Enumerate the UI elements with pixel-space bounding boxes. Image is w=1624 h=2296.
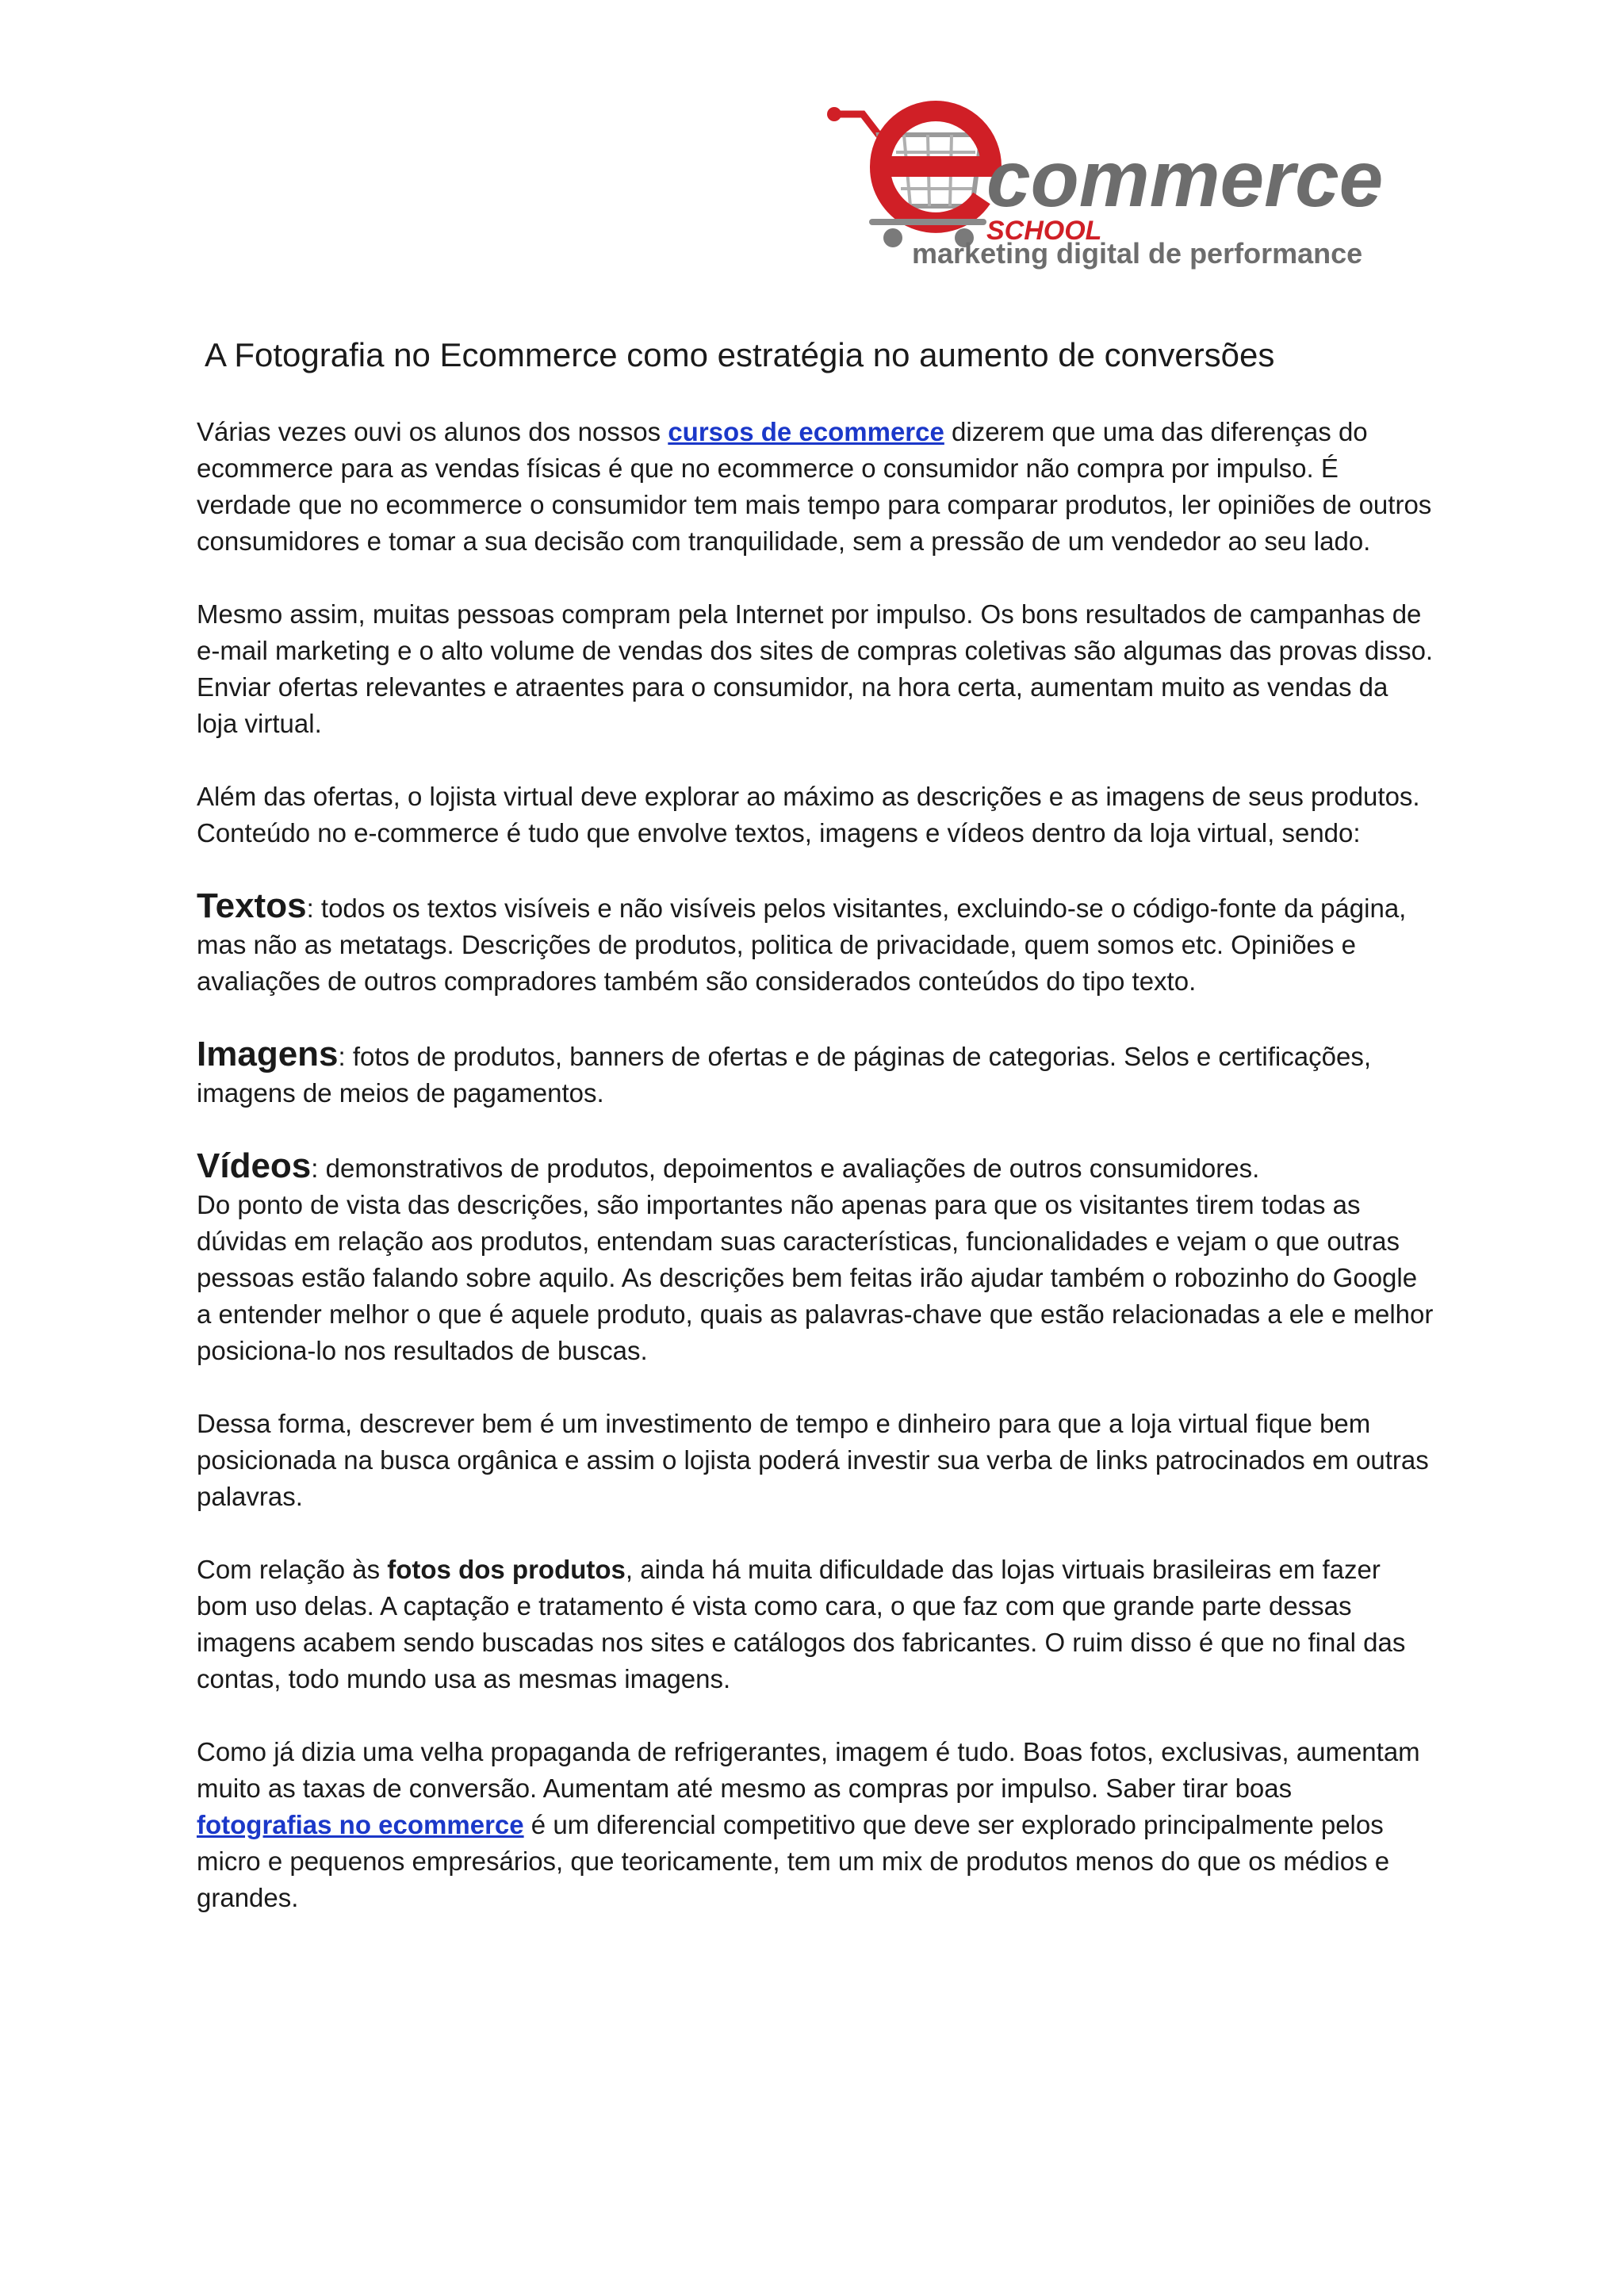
imagens-text: : fotos de produtos, banners de ofertas e de páginas de categorias. Selos e certificações, imagens de meios de pagamentos. <box>197 1042 1371 1108</box>
shopping-cart-logo-icon <box>817 87 1404 277</box>
fotografias-ecommerce-link[interactable]: fotografias no ecommerce <box>197 1810 524 1839</box>
document-body <box>197 333 1434 1953</box>
p7-before: Como já dizia uma velha propaganda de refrigerantes, imagem é tudo. Boas fotos, exclusivas, aumentam muito as taxas de conversão. Aumentam até mesmo as compras por impulso. Saber tirar boas <box>197 1737 1420 1803</box>
fotos-produtos-bold: fotos dos produtos <box>387 1555 626 1584</box>
videos-term: Vídeos <box>197 1146 312 1185</box>
paragraph-6 <box>197 1552 1434 1697</box>
paragraph-2: Mesmo assim, muitas pessoas compram pela Internet por impulso. Os bons resultados de campanhas de e-mail marketing e o alto volume de vendas dos sites de compras coletivas são algumas das provas disso. Enviar ofertas relevantes e atraentes para o consumidor, na hora certa, aumentam muito as vendas da loja virtual. <box>197 599 1434 738</box>
imagens-term: Imagens <box>197 1035 339 1073</box>
paragraph-7 <box>197 1734 1434 1916</box>
cursos-ecommerce-link[interactable]: cursos de ecommerce <box>668 417 944 446</box>
paragraph-3: Além das ofertas, o lojista virtual deve explorar ao máximo as descrições e as imagens de seus produtos. Conteúdo no e-commerce é tudo que envolve textos, imagens e vídeos dentro da loja virtual, sendo: <box>197 782 1420 848</box>
p1-after: dizerem que uma das diferenças do ecommerce para as vendas físicas é que no ecommerce o consumidor não compra por impulso. É verdade que no ecommerce o consumidor tem mais tempo para comparar produtos, ler opiniões de outros consumidores e tomar a sua decisão com tranquilidade, sem a pressão de um vendedor ao seu lado. <box>197 417 1432 556</box>
textos-definition <box>197 888 1434 1000</box>
imagens-definition <box>197 1036 1434 1112</box>
logo-tagline: marketing digital de performance <box>912 237 1363 270</box>
page-title: A Fotografia no Ecommerce como estratégia no aumento de conversões <box>205 336 1275 373</box>
logo-brand-word: commerce <box>986 135 1384 224</box>
paragraph-1 <box>197 414 1434 560</box>
p6-before: Com relação às <box>197 1555 388 1584</box>
p7-after: é um diferencial competitivo que deve ser explorado principalmente pelos micro e pequenos empresários, que teoricamente, tem um mix de produtos menos do que os médios e grandes. <box>197 1810 1390 1912</box>
textos-text: : todos os textos visíveis e não visíveis pelos visitantes, excluindo-se o código-fonte da página, mas não as metatags. Descrições de produtos, politica de privacidade, quem somos etc. Opiniões e avaliações de outros compradores também são considerados conteúdos do tipo texto. <box>197 894 1407 996</box>
logo-school-label: SCHOOL <box>986 216 1102 246</box>
videos-text: : demonstrativos de produtos, depoimentos e avaliações de outros consumidores. <box>311 1154 1260 1183</box>
p1-before: Várias vezes ouvi os alunos dos nossos <box>197 417 668 446</box>
ecommerce-school-logo <box>817 87 1404 277</box>
paragraph-4: Do ponto de vista das descrições, são importantes não apenas para que os visitantes tirem todas as dúvidas em relação aos produtos, entendam suas características, funcionalidades e vejam o que outras pessoas estão falando sobre aquilo. As descrições bem feitas irão ajudar também o robozinho do Google a entender melhor o que é aquele produto, quais as palavras-chave que estão relacionadas a ele e melhor posiciona-lo nos resultados de buscas. <box>197 1190 1434 1365</box>
videos-definition <box>197 1148 1434 1187</box>
textos-term: Textos <box>197 886 307 925</box>
p6-after: , ainda há muita dificuldade das lojas virtuais brasileiras em fazer bom uso delas. A captação e tratamento é vista como cara, o que faz com que grande parte dessas imagens acabem sendo buscadas nos sites e catálogos dos fabricantes. O ruim disso é que no final das contas, todo mundo usa as mesmas imagens. <box>197 1555 1406 1693</box>
paragraph-5: Dessa forma, descrever bem é um investimento de tempo e dinheiro para que a loja virtual fique bem posicionada na busca orgânica e assim o lojista poderá investir sua verba de links patrocinados em outras palavras. <box>197 1409 1429 1511</box>
